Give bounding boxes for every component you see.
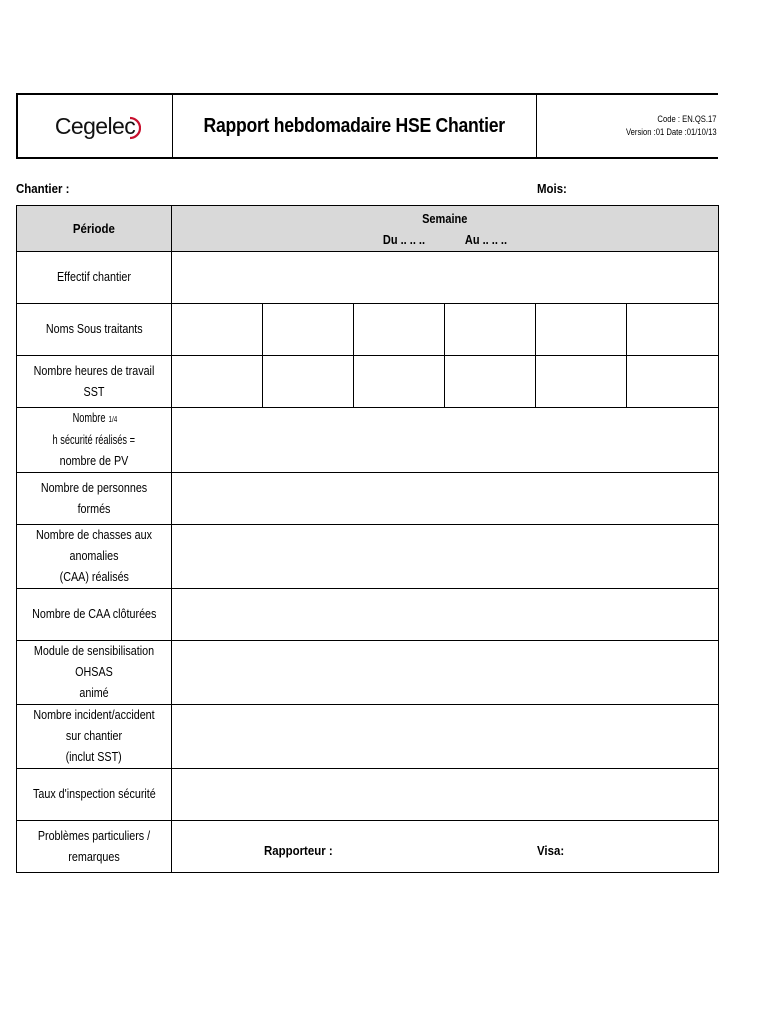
- remarks-value[interactable]: [172, 821, 719, 873]
- hours-cell[interactable]: [536, 356, 627, 408]
- table-row: [17, 589, 719, 641]
- row-label: Taux d'inspection sécurité: [17, 769, 172, 821]
- rapporteur-label: Rapporteur :: [264, 843, 333, 858]
- caa-closed-value[interactable]: [172, 589, 719, 641]
- subcontractor-cell[interactable]: [172, 304, 263, 356]
- subcontractor-cell[interactable]: [354, 304, 445, 356]
- logo-text: Cegelec: [54, 112, 136, 139]
- table-row: [17, 252, 719, 304]
- table-header-row: [17, 206, 719, 252]
- date-to[interactable]: Au .. .. ..: [464, 233, 507, 247]
- table-row: [17, 304, 719, 356]
- logo-arc-icon: [127, 116, 141, 140]
- table-row: [17, 473, 719, 525]
- document-version: Version :01 Date :01/10/13: [626, 127, 717, 137]
- row-label: Effectif chantier: [17, 252, 172, 304]
- semaine-label: Semaine: [422, 212, 468, 226]
- trained-value[interactable]: [172, 473, 719, 525]
- subcontractor-cell[interactable]: [627, 304, 719, 356]
- logo-cell: [18, 95, 173, 157]
- table-row: [17, 356, 719, 408]
- table-row: [17, 821, 719, 873]
- caa-done-value[interactable]: [172, 525, 719, 589]
- cegelec-logo: [55, 113, 135, 140]
- title-cell: [173, 95, 537, 157]
- code-cell: [537, 95, 718, 157]
- row-label: Nombre heures de travail SST: [17, 356, 172, 408]
- row-label: Nombre de chasses aux anomalies (CAA) réalisés: [17, 525, 172, 589]
- hours-cell[interactable]: [445, 356, 536, 408]
- table-row: [17, 641, 719, 705]
- week-header: [172, 206, 719, 252]
- hours-cell[interactable]: [263, 356, 354, 408]
- hse-report-table: [16, 205, 719, 873]
- row-label: Problèmes particuliers / remarques: [17, 821, 172, 873]
- inspection-rate-value[interactable]: [172, 769, 719, 821]
- table-row: [17, 525, 719, 589]
- row-label: Nombre de CAA clôturées: [17, 589, 172, 641]
- safety-quarter-value[interactable]: [172, 408, 719, 473]
- ohsas-module-value[interactable]: [172, 641, 719, 705]
- mois-label: Mois:: [537, 181, 567, 196]
- chantier-label: Chantier :: [16, 181, 70, 196]
- document-title: Rapport hebdomadaire HSE Chantier: [203, 114, 506, 137]
- document-code: Code : EN.QS.17: [657, 114, 717, 124]
- row-label: Nombre1/4h sécurité réalisés = nombre de PV: [17, 408, 172, 473]
- table-row: [17, 408, 719, 473]
- row-label: Noms Sous traitants: [17, 304, 172, 356]
- visa-label: Visa:: [537, 843, 565, 858]
- period-header: Période: [17, 206, 172, 252]
- row-label: Nombre incident/accident sur chantier (inclut SST): [17, 705, 172, 769]
- incident-value[interactable]: [172, 705, 719, 769]
- subcontractor-cell[interactable]: [536, 304, 627, 356]
- table-row: [17, 769, 719, 821]
- subcontractor-cell[interactable]: [263, 304, 354, 356]
- effectif-value[interactable]: [172, 252, 719, 304]
- date-from[interactable]: Du .. .. ..: [383, 233, 426, 247]
- subcontractor-cell[interactable]: [445, 304, 536, 356]
- hours-cell[interactable]: [354, 356, 445, 408]
- row-label: Nombre de personnes formés: [17, 473, 172, 525]
- document-header: [16, 93, 718, 159]
- hours-cell[interactable]: [627, 356, 719, 408]
- table-row: [17, 705, 719, 769]
- row-label: Module de sensibilisation OHSAS animé: [17, 641, 172, 705]
- hours-cell[interactable]: [172, 356, 263, 408]
